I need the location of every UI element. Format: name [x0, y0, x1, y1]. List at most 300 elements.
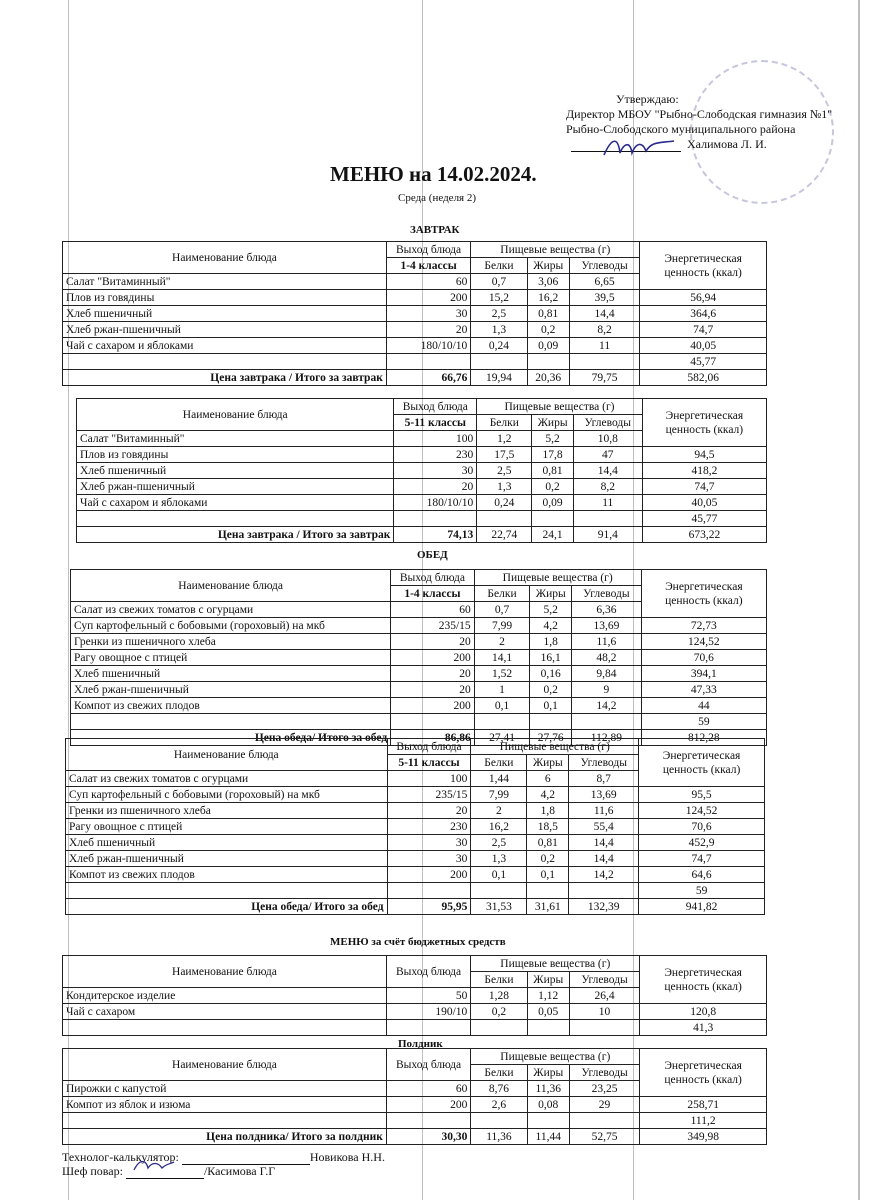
dish-output: 230 — [387, 819, 471, 835]
dish-output — [386, 1113, 470, 1129]
section-title-budget: МЕНЮ за счёт бюджетных средств — [330, 936, 506, 948]
dish-output: 20 — [391, 682, 475, 698]
dish-carbs: 29 — [569, 1097, 639, 1113]
dish-carbs: 13,69 — [572, 618, 642, 634]
dish-energy: 74,7 — [640, 322, 767, 338]
dish-fats: 0,08 — [527, 1097, 569, 1113]
dish-proteins: 2 — [471, 803, 527, 819]
dish-output: 200 — [386, 1097, 470, 1113]
dish-carbs: 14,2 — [572, 698, 642, 714]
dish-carbs: 8,7 — [569, 771, 639, 787]
dish-energy: 72,73 — [641, 618, 766, 634]
dish-proteins: 2,5 — [471, 835, 527, 851]
dish-output: 100 — [394, 431, 477, 447]
dish-energy: 47,33 — [641, 682, 766, 698]
dish-name — [63, 1113, 387, 1129]
dish-output: 30 — [387, 835, 471, 851]
dish-energy: 394,1 — [641, 666, 766, 682]
dish-proteins: 1,44 — [471, 771, 527, 787]
dish-carbs: 13,69 — [569, 787, 639, 803]
column-header-energy — [640, 956, 767, 1004]
dish-name: Хлеб пшеничный — [77, 463, 394, 479]
dish-fats: 0,09 — [532, 495, 573, 511]
dish-output: 50 — [386, 988, 470, 1004]
dish-output — [386, 354, 470, 370]
dish-proteins — [471, 1113, 527, 1129]
dish-proteins: 0,7 — [474, 602, 530, 618]
dish-name: Чай с сахаром — [63, 1004, 387, 1020]
dish-name: Компот из яблок и изюма — [63, 1097, 387, 1113]
dish-proteins: 7,99 — [471, 787, 527, 803]
column-header-carbs: Углеводы — [569, 972, 639, 988]
approval-line: Директор МБОУ "Рыбно-Слободская гимназия №1" — [566, 107, 833, 121]
dish-name: Хлеб ржан-пшеничный — [63, 322, 387, 338]
dish-proteins: 0,7 — [471, 274, 527, 290]
dish-energy: 45,77 — [640, 354, 767, 370]
total-proteins: 19,94 — [471, 370, 527, 386]
dish-output — [386, 1020, 470, 1036]
dish-proteins: 0,1 — [471, 867, 527, 883]
energy-header-line: Энергетическая — [665, 580, 743, 593]
column-header-energy — [639, 739, 765, 787]
energy-header-line: ценность (ккал) — [662, 763, 741, 776]
dish-output: 235/15 — [387, 787, 471, 803]
dish-fats — [527, 1113, 569, 1129]
total-price: 86,86 — [391, 730, 475, 746]
lunch-table-senior — [65, 738, 765, 915]
dish-name: Хлеб пшеничный — [71, 666, 391, 682]
chef-name: /Касимова Г.Г — [203, 1164, 276, 1178]
breakfast-table-senior — [76, 398, 767, 543]
energy-header-line: Энергетическая — [664, 1059, 742, 1072]
dish-name — [63, 1020, 387, 1036]
dish-fats: 0,1 — [530, 698, 572, 714]
dish-proteins — [471, 354, 527, 370]
dish-fats: 0,81 — [532, 463, 573, 479]
dish-energy: 40,05 — [642, 495, 766, 511]
dish-energy: 59 — [639, 883, 765, 899]
dish-proteins: 7,99 — [474, 618, 530, 634]
dish-carbs: 23,25 — [569, 1081, 639, 1097]
dish-fats — [527, 883, 569, 899]
dish-carbs: 48,2 — [572, 650, 642, 666]
dish-carbs: 10,8 — [573, 431, 642, 447]
total-carbs: 132,39 — [569, 899, 639, 915]
dish-carbs: 8,2 — [569, 322, 639, 338]
dish-fats: 6 — [527, 771, 569, 787]
dish-energy: 70,6 — [641, 650, 766, 666]
dish-fats: 16,1 — [530, 650, 572, 666]
dish-energy: 45,77 — [642, 511, 766, 527]
dish-carbs: 6,36 — [572, 602, 642, 618]
dish-name: Салат "Витаминный" — [77, 431, 394, 447]
dish-energy: 124,52 — [639, 803, 765, 819]
dish-output: 20 — [391, 634, 475, 650]
dish-name: Рагу овощное с птицей — [66, 819, 388, 835]
dish-carbs — [569, 1020, 639, 1036]
column-header-nutrients: Пищевые вещества (г) — [477, 399, 643, 415]
column-header-proteins: Белки — [477, 415, 532, 431]
dish-proteins: 0,24 — [477, 495, 532, 511]
dish-output — [387, 883, 471, 899]
dish-proteins: 2,5 — [477, 463, 532, 479]
total-label: Цена завтрака / Итого за завтрак — [63, 370, 387, 386]
column-header-energy — [640, 1049, 767, 1097]
dish-name — [63, 354, 387, 370]
dish-proteins: 0,24 — [471, 338, 527, 354]
dish-energy: 41,3 — [640, 1020, 767, 1036]
total-carbs: 79,75 — [569, 370, 639, 386]
section-title-breakfast: ЗАВТРАК — [410, 224, 460, 236]
column-header-nutrients: Пищевые вещества (г) — [471, 1049, 640, 1065]
dish-energy: 70,6 — [639, 819, 765, 835]
dish-fats: 5,2 — [532, 431, 573, 447]
total-price: 74,13 — [394, 527, 477, 543]
total-fats: 24,1 — [532, 527, 573, 543]
dish-proteins: 17,5 — [477, 447, 532, 463]
dish-fats: 0,09 — [527, 338, 569, 354]
dish-proteins: 1,2 — [477, 431, 532, 447]
energy-header-line: ценность (ккал) — [664, 1073, 742, 1086]
dish-name: Плов из говядины — [63, 290, 387, 306]
dish-name: Хлеб ржан-пшеничный — [71, 682, 391, 698]
dish-carbs: 55,4 — [569, 819, 639, 835]
column-header-output: Выход блюда — [391, 570, 475, 586]
column-header-output: Выход блюда — [387, 739, 471, 755]
dish-output: 20 — [391, 666, 475, 682]
column-header-fats: Жиры — [527, 258, 569, 274]
dish-carbs — [573, 511, 642, 527]
energy-header-line: ценность (ккал) — [665, 423, 744, 436]
dish-fats: 0,1 — [527, 867, 569, 883]
dish-energy: 74,7 — [639, 851, 765, 867]
dish-carbs: 14,2 — [569, 867, 639, 883]
dish-fats — [527, 1020, 569, 1036]
page-title: МЕНЮ на 14.02.2024. — [330, 162, 537, 186]
column-header-output: Выход блюда — [386, 1049, 470, 1081]
dish-name: Рагу овощное с птицей — [71, 650, 391, 666]
dish-energy: 124,52 — [641, 634, 766, 650]
column-header-nutrients: Пищевые вещества (г) — [474, 570, 641, 586]
page-subtitle: Среда (неделя 2) — [398, 192, 477, 204]
total-carbs: 52,75 — [569, 1129, 639, 1145]
lunch-table-junior — [70, 569, 767, 746]
dish-fats: 17,8 — [532, 447, 573, 463]
column-header-fats: Жиры — [532, 415, 573, 431]
dish-carbs: 9,84 — [572, 666, 642, 682]
dish-fats: 1,12 — [527, 988, 569, 1004]
dish-proteins — [471, 883, 527, 899]
dish-fats: 0,16 — [530, 666, 572, 682]
dish-carbs: 8,2 — [573, 479, 642, 495]
dish-name: Компот из свежих плодов — [71, 698, 391, 714]
dish-output: 180/10/10 — [386, 338, 470, 354]
column-header-fats: Жиры — [527, 1065, 569, 1081]
dish-output: 200 — [386, 290, 470, 306]
dish-name — [71, 714, 391, 730]
total-price: 95,95 — [387, 899, 471, 915]
column-header-output: Выход блюда — [386, 956, 470, 988]
dish-fats: 1,8 — [527, 803, 569, 819]
dish-proteins: 2 — [474, 634, 530, 650]
dish-name: Пирожки с капустой — [63, 1081, 387, 1097]
grade-label: 5-11 классы — [394, 415, 477, 431]
grade-label: 1-4 классы — [386, 258, 470, 274]
column-header-fats: Жиры — [527, 972, 569, 988]
dish-name: Гренки из пшеничного хлеба — [66, 803, 388, 819]
column-header-carbs: Углеводы — [569, 755, 639, 771]
column-header-name: Наименование блюда — [63, 1049, 387, 1081]
dish-name: Суп картофельный с бобовыми (гороховый) на мкб — [71, 618, 391, 634]
dish-carbs: 26,4 — [569, 988, 639, 1004]
energy-header-line: ценность (ккал) — [664, 266, 742, 279]
column-header-energy — [640, 242, 767, 290]
tech-name: Новикова Н.Н. — [309, 1150, 385, 1164]
dish-energy: 56,94 — [640, 290, 767, 306]
total-price: 66,76 — [386, 370, 470, 386]
column-header-proteins: Белки — [471, 258, 527, 274]
dish-carbs — [569, 883, 639, 899]
section-title-snack: Полдник — [398, 1038, 443, 1050]
dish-name: Салат из свежих томатов с огурцами — [71, 602, 391, 618]
column-header-fats: Жиры — [530, 586, 572, 602]
dish-name: Хлеб ржан-пшеничный — [66, 851, 388, 867]
budget-table — [62, 955, 767, 1036]
total-energy: 582,06 — [640, 370, 767, 386]
dish-proteins — [477, 511, 532, 527]
column-header-carbs: Углеводы — [569, 258, 639, 274]
total-label: Цена обеда/ Итого за обед — [71, 730, 391, 746]
tech-label: Технолог-калькулятор: — [62, 1150, 179, 1164]
total-proteins: 27,41 — [474, 730, 530, 746]
dish-fats: 11,36 — [527, 1081, 569, 1097]
dish-proteins: 1,3 — [477, 479, 532, 495]
total-energy: 941,82 — [639, 899, 765, 915]
approval-line: Утверждаю: — [616, 92, 679, 106]
total-price: 30,30 — [386, 1129, 470, 1145]
dish-fats: 5,2 — [530, 602, 572, 618]
column-header-output: Выход блюда — [394, 399, 477, 415]
dish-energy: 95,5 — [639, 787, 765, 803]
energy-header-line: Энергетическая — [665, 409, 744, 422]
dish-energy: 418,2 — [642, 463, 766, 479]
dish-energy: 120,8 — [640, 1004, 767, 1020]
total-fats: 11,44 — [527, 1129, 569, 1145]
snack-table — [62, 1048, 767, 1145]
dish-fats: 0,2 — [532, 479, 573, 495]
dish-energy: 64,6 — [639, 867, 765, 883]
dish-carbs: 11 — [573, 495, 642, 511]
dish-carbs: 9 — [572, 682, 642, 698]
dish-energy: 44 — [641, 698, 766, 714]
energy-header-line: Энергетическая — [664, 966, 742, 979]
dish-output: 100 — [387, 771, 471, 787]
column-header-carbs: Углеводы — [572, 586, 642, 602]
dish-carbs: 11,6 — [572, 634, 642, 650]
dish-name: Чай с сахаром и яблоками — [77, 495, 394, 511]
grade-label: 5-11 классы — [387, 755, 471, 771]
column-header-proteins: Белки — [471, 1065, 527, 1081]
dish-carbs — [569, 354, 639, 370]
column-header-energy — [641, 570, 766, 618]
dish-energy: 111,2 — [640, 1113, 767, 1129]
dish-output: 180/10/10 — [394, 495, 477, 511]
dish-proteins — [471, 1020, 527, 1036]
column-header-nutrients: Пищевые вещества (г) — [471, 739, 639, 755]
dish-carbs: 10 — [569, 1004, 639, 1020]
dish-proteins: 1,3 — [471, 851, 527, 867]
chef-label: Шеф повар: — [62, 1164, 123, 1178]
dish-energy: 59 — [641, 714, 766, 730]
dish-proteins: 16,2 — [471, 819, 527, 835]
column-header-name: Наименование блюда — [77, 399, 394, 431]
dish-output: 30 — [386, 306, 470, 322]
dish-carbs — [572, 714, 642, 730]
dish-carbs: 14,4 — [569, 835, 639, 851]
dish-name: Салат "Витаминный" — [63, 274, 387, 290]
column-header-output: Выход блюда — [386, 242, 470, 258]
total-energy: 673,22 — [642, 527, 766, 543]
dish-name: Чай с сахаром и яблоками — [63, 338, 387, 354]
dish-proteins — [474, 714, 530, 730]
dish-output: 20 — [386, 322, 470, 338]
dish-name: Хлеб пшеничный — [63, 306, 387, 322]
dish-output: 230 — [394, 447, 477, 463]
chef-signature — [132, 1156, 176, 1176]
dish-fats: 4,2 — [527, 787, 569, 803]
column-header-name: Наименование блюда — [71, 570, 391, 602]
section-title-lunch: ОБЕД — [417, 549, 448, 561]
dish-output: 190/10 — [386, 1004, 470, 1020]
dish-output: 200 — [387, 867, 471, 883]
total-proteins: 31,53 — [471, 899, 527, 915]
energy-header-line: Энергетическая — [662, 749, 741, 762]
dish-output — [394, 511, 477, 527]
dish-energy: 452,9 — [639, 835, 765, 851]
dish-output — [391, 714, 475, 730]
breakfast-table-junior — [62, 241, 767, 386]
dish-output: 20 — [387, 803, 471, 819]
dish-carbs: 14,4 — [569, 306, 639, 322]
total-energy: 349,98 — [640, 1129, 767, 1145]
dish-carbs — [569, 1113, 639, 1129]
dish-fats: 0,05 — [527, 1004, 569, 1020]
dish-energy: 364,6 — [640, 306, 767, 322]
dish-output: 60 — [386, 274, 470, 290]
dish-output: 30 — [394, 463, 477, 479]
column-header-proteins: Белки — [474, 586, 530, 602]
dish-proteins: 0,1 — [474, 698, 530, 714]
dish-name: Салат из свежих томатов с огурцами — [66, 771, 388, 787]
dish-fats: 4,2 — [530, 618, 572, 634]
director-signature — [600, 133, 680, 163]
dish-energy: 258,71 — [640, 1097, 767, 1113]
dish-proteins: 1,52 — [474, 666, 530, 682]
column-header-fats: Жиры — [527, 755, 569, 771]
dish-carbs: 11,6 — [569, 803, 639, 819]
column-header-proteins: Белки — [471, 755, 527, 771]
total-label: Цена завтрака / Итого за завтрак — [77, 527, 394, 543]
dish-proteins: 8,76 — [471, 1081, 527, 1097]
dish-carbs: 39,5 — [569, 290, 639, 306]
dish-energy: 74,7 — [642, 479, 766, 495]
dish-fats: 0,2 — [527, 851, 569, 867]
column-header-name: Наименование блюда — [63, 956, 387, 988]
dish-fats: 0,2 — [530, 682, 572, 698]
total-fats: 20,36 — [527, 370, 569, 386]
column-header-carbs: Углеводы — [569, 1065, 639, 1081]
energy-header-line: ценность (ккал) — [664, 980, 742, 993]
energy-header-line: Энергетическая — [664, 252, 742, 265]
dish-fats: 0,2 — [527, 322, 569, 338]
dish-proteins: 0,2 — [471, 1004, 527, 1020]
dish-fats: 1,8 — [530, 634, 572, 650]
dish-output: 60 — [386, 1081, 470, 1097]
dish-proteins: 15,2 — [471, 290, 527, 306]
total-carbs: 112,89 — [572, 730, 642, 746]
total-energy: 812,28 — [641, 730, 766, 746]
dish-output: 30 — [387, 851, 471, 867]
dish-proteins: 1,3 — [471, 322, 527, 338]
dish-proteins: 1 — [474, 682, 530, 698]
dish-fats: 18,5 — [527, 819, 569, 835]
dish-carbs: 14,4 — [573, 463, 642, 479]
dish-name: Хлеб пшеничный — [66, 835, 388, 851]
dish-fats — [527, 354, 569, 370]
dish-carbs: 47 — [573, 447, 642, 463]
dish-output: 20 — [394, 479, 477, 495]
total-fats: 31,61 — [527, 899, 569, 915]
dish-carbs: 11 — [569, 338, 639, 354]
dish-proteins: 2,5 — [471, 306, 527, 322]
dish-energy: 40,05 — [640, 338, 767, 354]
dish-output: 60 — [391, 602, 475, 618]
column-header-carbs: Углеводы — [573, 415, 642, 431]
dish-output: 200 — [391, 650, 475, 666]
dish-name: Кондитерское изделие — [63, 988, 387, 1004]
dish-fats: 3,06 — [527, 274, 569, 290]
total-fats: 27,76 — [530, 730, 572, 746]
dish-proteins: 14,1 — [474, 650, 530, 666]
dish-name: Компот из свежих плодов — [66, 867, 388, 883]
dish-fats — [530, 714, 572, 730]
dish-carbs: 6,65 — [569, 274, 639, 290]
dish-carbs: 14,4 — [569, 851, 639, 867]
dish-fats: 16,2 — [527, 290, 569, 306]
column-header-nutrients: Пищевые вещества (г) — [471, 242, 640, 258]
dish-proteins: 1,28 — [471, 988, 527, 1004]
total-label: Цена обеда/ Итого за обед — [66, 899, 388, 915]
dish-name: Хлеб ржан-пшеничный — [77, 479, 394, 495]
column-header-proteins: Белки — [471, 972, 527, 988]
column-header-name: Наименование блюда — [66, 739, 388, 771]
total-carbs: 91,4 — [573, 527, 642, 543]
dish-name: Суп картофельный с бобовыми (гороховый) на мкб — [66, 787, 388, 803]
dish-fats: 0,81 — [527, 306, 569, 322]
approval-line: Рыбно-Слободского муниципального района — [566, 122, 796, 136]
total-proteins: 11,36 — [471, 1129, 527, 1145]
dish-output: 235/15 — [391, 618, 475, 634]
dish-name: Гренки из пшеничного хлеба — [71, 634, 391, 650]
dish-energy: 94,5 — [642, 447, 766, 463]
dish-name: Плов из говядины — [77, 447, 394, 463]
total-proteins: 22,74 — [477, 527, 532, 543]
scan-artifact — [858, 0, 860, 1200]
dish-name — [77, 511, 394, 527]
column-header-nutrients: Пищевые вещества (г) — [471, 956, 640, 972]
approval-line: Халимова Л. И. — [687, 137, 767, 151]
dish-fats: 0,81 — [527, 835, 569, 851]
